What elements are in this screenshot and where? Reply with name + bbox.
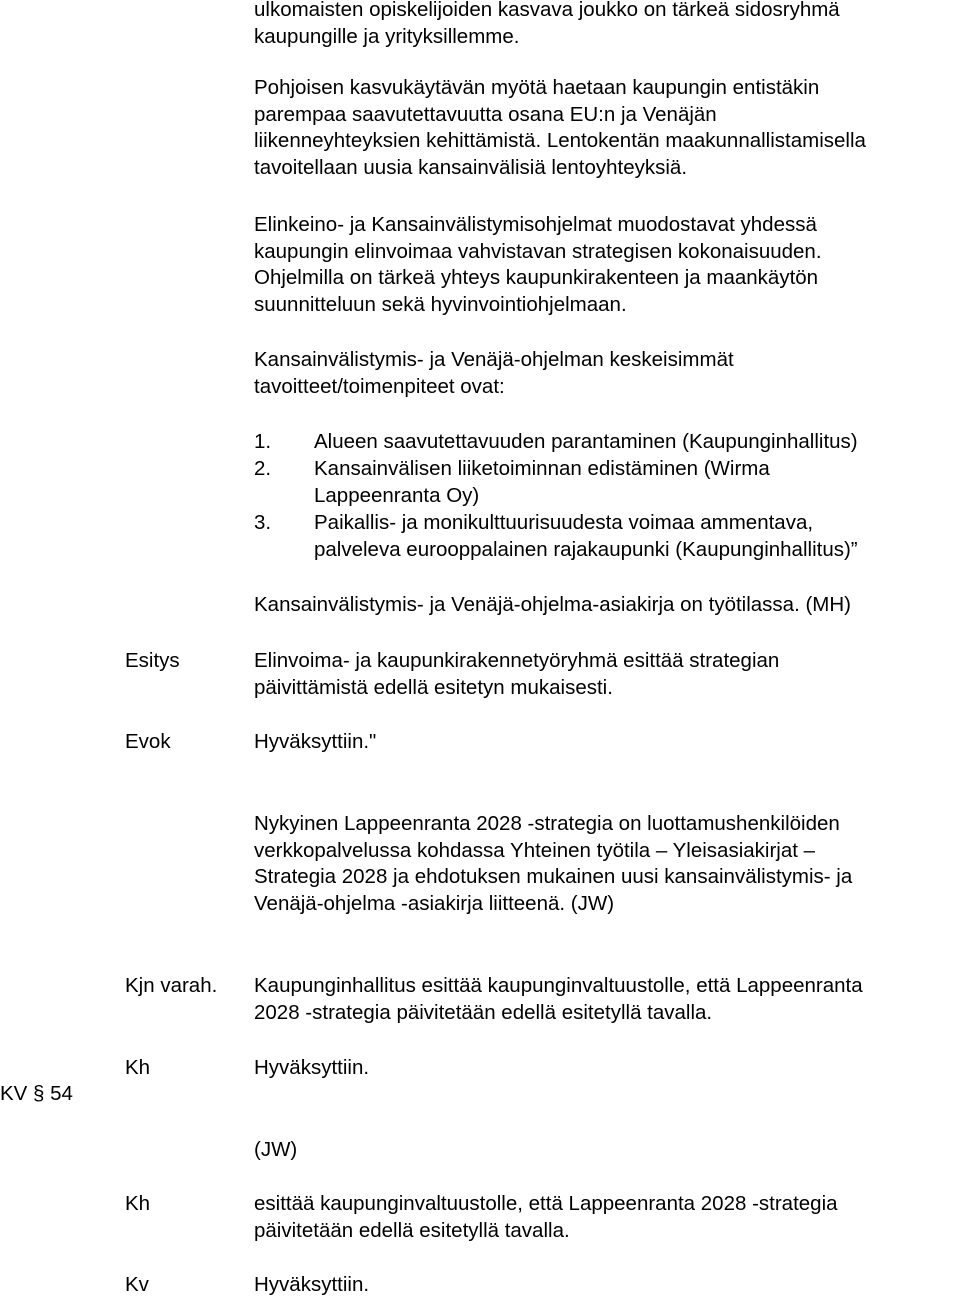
- text-line: Kansainvälisen liiketoiminnan edistäminen (Wirma: [314, 457, 770, 480]
- text-line: Kansainvälistymis- ja Venäjä-ohjelman keskeisimmät: [254, 348, 734, 371]
- text-line: 2028 -strategia päivitetään edellä esitetyllä tavalla.: [254, 1000, 713, 1024]
- text-line: kaupungin elinvoimaa vahvistavan strategisen kokonaisuuden.: [254, 239, 822, 263]
- text-line: Paikallis- ja monikulttuurisuudesta voimaa ammentava,: [314, 511, 814, 534]
- text-line: kaupungille ja yrityksillemme.: [254, 24, 520, 48]
- text-line: liikenneyhteyksien kehittämistä. Lentokentän maakunnallistamisella: [254, 129, 866, 152]
- text-line: parempaa saavutettavuutta osana EU:n ja Venäjän: [254, 102, 717, 126]
- proposal-label: Esitys: [125, 649, 180, 672]
- text-line: suunnitteluun sekä hyvinvointiohjelmaan.: [254, 292, 627, 316]
- text-line: Lappeenranta Oy): [314, 483, 480, 507]
- text-line: Pohjoisen kasvukäytävän myötä haetaan kaupungin entistäkin: [254, 76, 820, 99]
- text-line: Strategia 2028 ja ehdotuksen mukainen uusi kansainvälistymis- ja: [254, 865, 853, 888]
- kjn-label: Kjn varah.: [125, 974, 218, 997]
- kv-section-marker: KV § 54: [0, 1082, 73, 1105]
- preparer-initials: (JW): [254, 1138, 298, 1161]
- paragraph-intro-continuation: [254, 0, 840, 50]
- evok-label: Evok: [125, 730, 171, 753]
- list-text: Alueen saavutettavuuden parantaminen (Kaupunginhallitus): [314, 430, 858, 453]
- text-line: verkkopalvelussa kohdassa Yhteinen työtila – Yleisasiakirjat –: [254, 838, 816, 862]
- list-number: 2.: [254, 457, 272, 480]
- text-line: päivitetään edellä esitetyllä tavalla.: [254, 1218, 570, 1242]
- text-line: Elinvoima- ja kaupunkirakennetyöryhmä esittää strategian: [254, 649, 780, 672]
- workspace-note: [254, 592, 851, 619]
- paragraph-growth-corridor: [254, 75, 866, 181]
- list-number: 3.: [254, 511, 272, 534]
- evok-decision: Hyväksyttiin.": [254, 730, 377, 753]
- text-line: Kansainvälistymis- ja Venäjä-ohjelma-asiakirja on työtilassa. (MH): [254, 593, 852, 616]
- text-line: Elinkeino- ja Kansainvälistymisohjelmat muodostavat yhdessä: [254, 213, 817, 236]
- kjn-proposal: [254, 973, 863, 1026]
- kh-label: Kh: [125, 1192, 151, 1215]
- paragraph-programs: [254, 212, 822, 318]
- text-line: tavoitteet/toimenpiteet ovat:: [254, 374, 505, 398]
- paragraph-goals-intro: [254, 347, 734, 400]
- text-line: esittää kaupunginvaltuustolle, että Lappeenranta 2028 -strategia: [254, 1192, 838, 1215]
- text-line: Nykyinen Lappeenranta 2028 -strategia on luottamushenkilöiden: [254, 812, 840, 835]
- list-text: [314, 456, 770, 509]
- kh-decision: Hyväksyttiin.: [254, 1056, 370, 1079]
- text-line: Venäjä-ohjelma -asiakirja liitteenä. (JW): [254, 891, 615, 915]
- list-text: [314, 510, 858, 563]
- proposal-text: [254, 648, 779, 701]
- list-number: 1.: [254, 430, 272, 453]
- kh-label: Kh: [125, 1056, 151, 1079]
- text-line: palveleva eurooppalainen rajakaupunki (Kaupunginhallitus)”: [314, 537, 858, 561]
- kh-proposal: [254, 1191, 838, 1244]
- text-line: Kaupunginhallitus esittää kaupunginvaltuustolle, että Lappeenranta: [254, 974, 863, 997]
- text-line: Ohjelmilla on tärkeä yhteys kaupunkirakenteen ja maankäytön: [254, 266, 819, 289]
- text-line: ulkomaisten opiskelijoiden kasvava joukko on tärkeä sidosryhmä: [254, 0, 840, 21]
- text-line: päivittämistä edellä esitetyn mukaisesti.: [254, 675, 613, 699]
- text-line: tavoitellaan uusia kansainvälisiä lentoyhteyksiä.: [254, 155, 688, 179]
- paragraph-current-strategy: [254, 811, 852, 917]
- kv-decision: Hyväksyttiin.: [254, 1273, 370, 1296]
- kv-label: Kv: [125, 1273, 149, 1296]
